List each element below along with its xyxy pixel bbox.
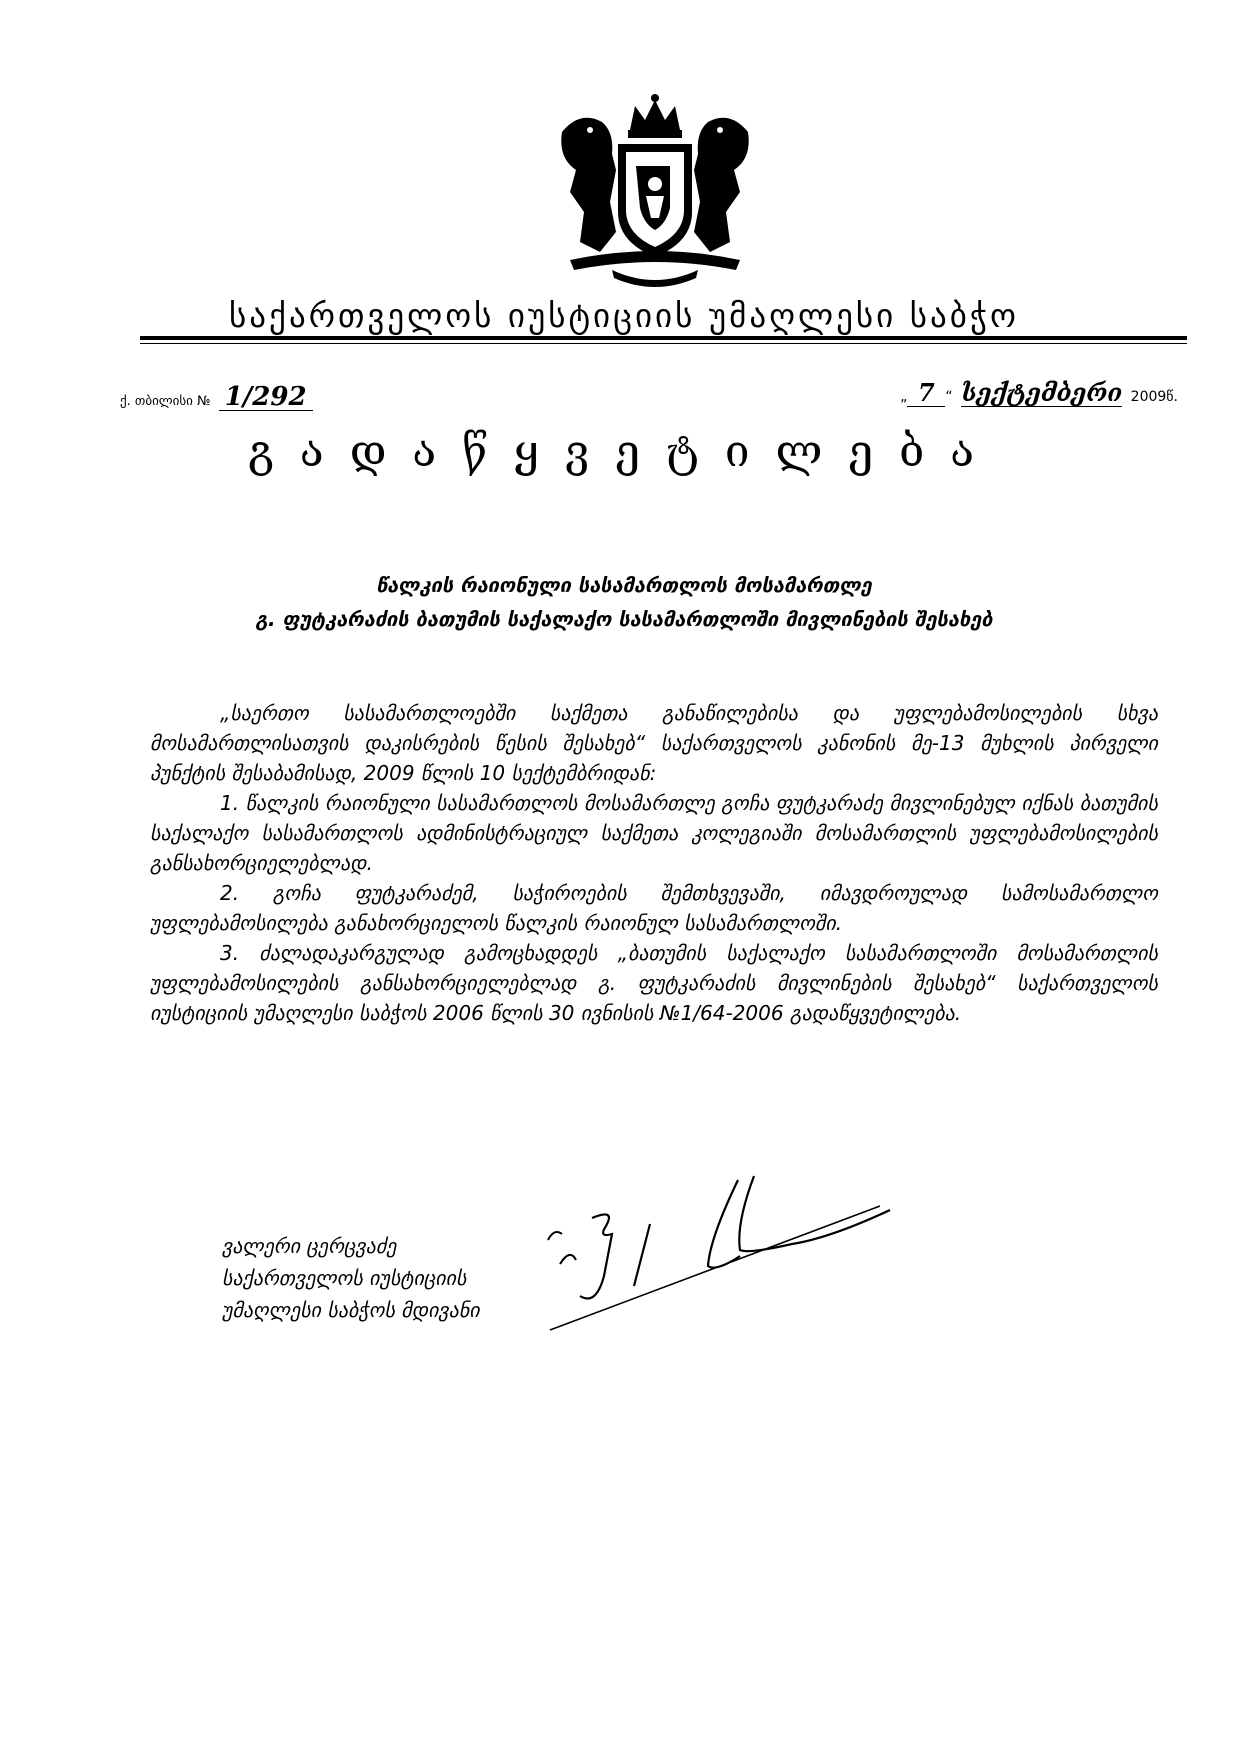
document-body	[150, 698, 1158, 1028]
institution-name: საქართველოს იუსტიციის უმაღლესი საბჭო	[229, 296, 1019, 335]
date-day: 7	[907, 380, 945, 407]
signatory-block	[222, 1230, 480, 1326]
document-subject	[160, 568, 1088, 636]
document-number	[120, 384, 313, 411]
subject-line: გ. ფუტკარაძის ბათუმის საქალაქო სასამართლოში მივლინების შესახებ	[255, 607, 993, 631]
document-type-title: გადაწყვეტილება	[247, 426, 1000, 477]
signatory-title: საქართველოს იუსტიციის	[222, 1266, 467, 1290]
number-value: 1/292	[219, 384, 313, 411]
date-month: სექტემბერი	[961, 378, 1123, 407]
signatory-name: ვალერი ცერცვაძე	[222, 1234, 397, 1258]
date-quote-open: „	[900, 389, 908, 405]
header-rule-thick	[140, 336, 1187, 340]
body-paragraph: „საერთო სასამართლოებში საქმეთა განაწილებისა და უფლებამოსილების სხვა მოსამართლისათვის დაკისრების წესის შესახებ“ საქართველოს კანონის მე-13 მუხლის პირველი პუნქტის შესაბამისად, 2009 წლის 10 სექტემბრიდან:	[150, 701, 1158, 785]
document-date	[900, 380, 1178, 407]
signatory-title: უმაღლესი საბჭოს მდივანი	[222, 1298, 480, 1322]
number-label: ქ. თბილისი №	[120, 394, 211, 409]
header-rule-thin	[140, 343, 1187, 344]
body-paragraph: 3. ძალადაკარგულად გამოცხადდეს „ბათუმის საქალაქო სასამართლოში მოსამართლის უფლებამოსილების განსახორციელებლად გ. ფუტკარაძის მივლინების შესახებ“ საქართველოს იუსტიციის უმაღლესი საბჭოს 2006 წლის 30 ივნისის №1/64-2006 გადაწყვეტილება.	[150, 941, 1158, 1025]
date-year: 2009წ.	[1130, 389, 1178, 405]
date-quote-close: “	[945, 389, 953, 405]
subject-line: წალკის რაიონული სასამართლოს მოსამართლე	[376, 573, 872, 597]
handwritten-signature	[540, 1168, 920, 1338]
body-paragraph: 2. გოჩა ფუტკარაძემ, საჭიროების შემთხვევაში, იმავდროულად სამოსამართლო უფლებამოსილება განახორციელოს წალკის რაიონულ სასამართლოში.	[150, 881, 1158, 935]
body-paragraph: 1. წალკის რაიონული სასამართლოს მოსამართლე გოჩა ფუტკარაძე მივლინებულ იქნას ბათუმის საქალაქო სასამართლოს ადმინისტრაციულ საქმეთა კოლეგიაში მოსამართლის უფლებამოსილების განსახორციელებლად.	[150, 791, 1158, 875]
coat-of-arms-emblem	[540, 92, 770, 292]
